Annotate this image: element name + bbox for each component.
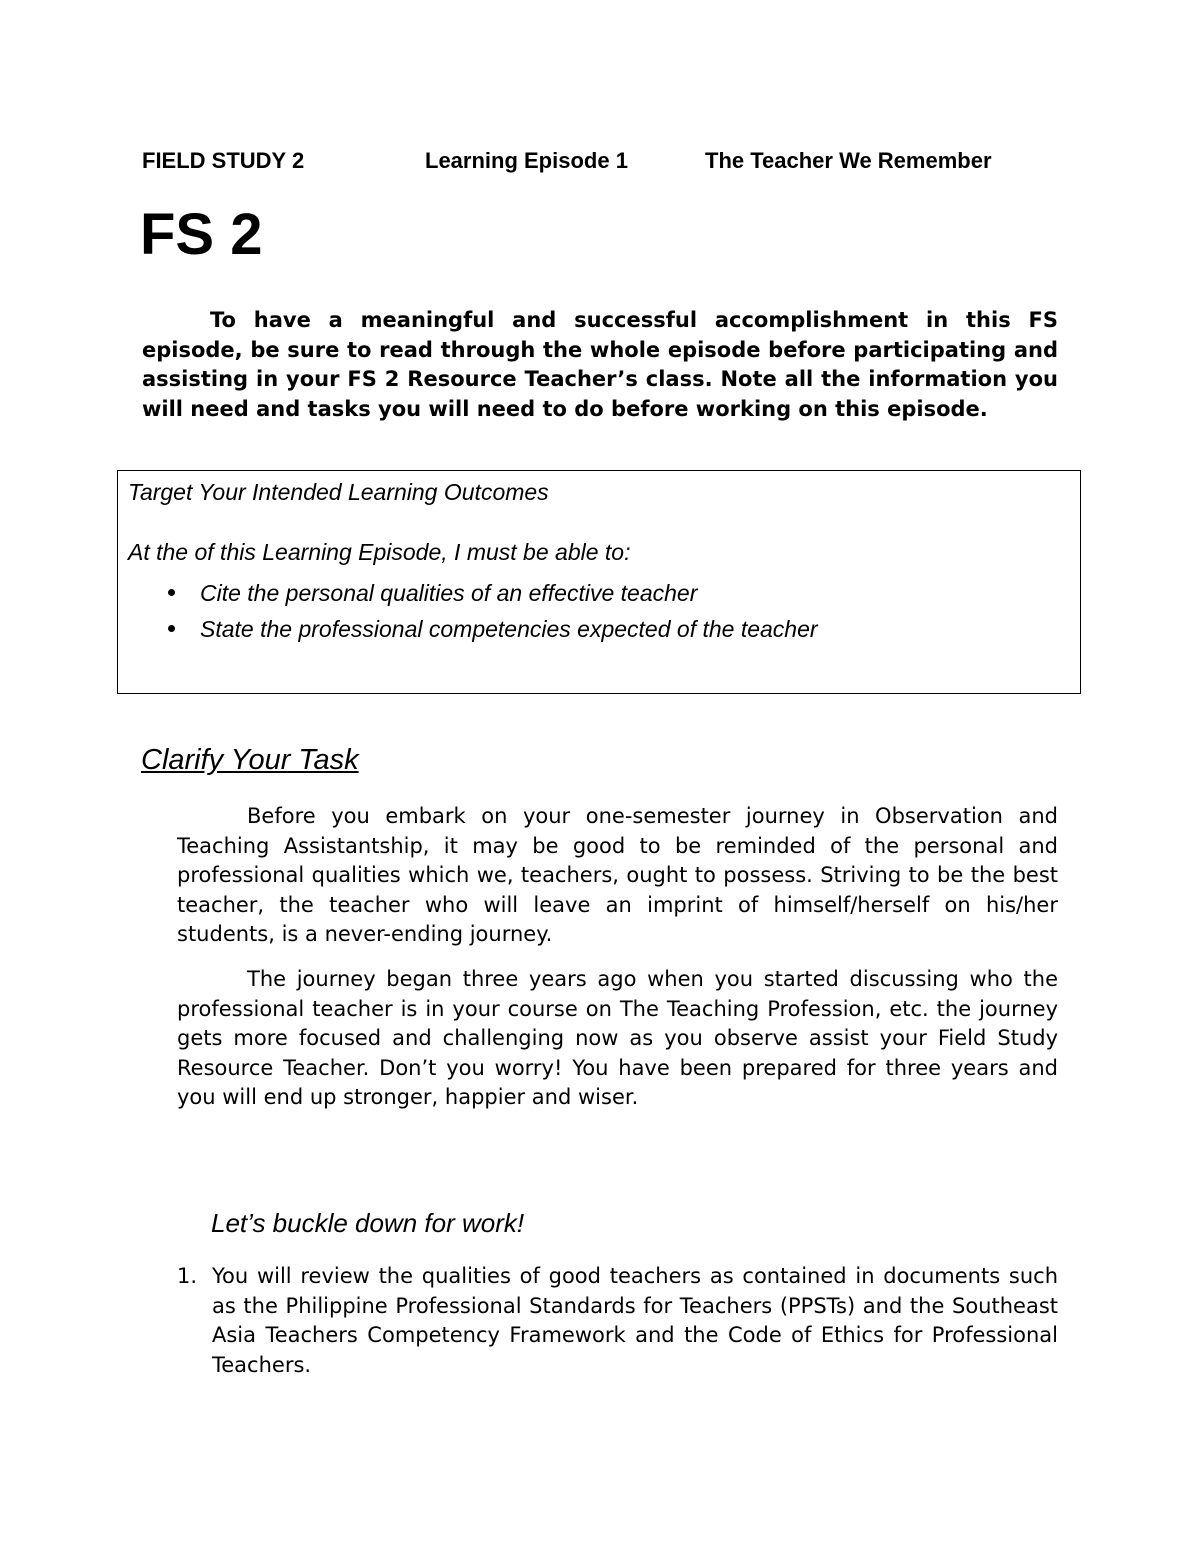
task-list (177, 1262, 1058, 1380)
outcome-text: State the professional competencies expected of the teacher (200, 616, 818, 642)
outcomes-list (164, 575, 818, 647)
task-number: 1. (177, 1264, 198, 1288)
task-text: You will review the qualities of good teachers as contained in documents such as the Philippine Professional Standards for Teachers (PPSTs) and the Southeast Asia Teachers Competency Framework and the Code of Ethics for Professional Teachers. (212, 1264, 1058, 1377)
outcome-item (164, 575, 818, 611)
outcomes-lead: At the of this Learning Episode, I must be able to: (128, 539, 631, 565)
work-heading: Let’s buckle down for work! (211, 1208, 525, 1238)
intro-paragraph: To have a meaningful and successful accomplishment in this FS episode, be sure to read through the whole episode before participating and assisting in your FS 2 Resource Teacher’s class. Note all the information you will need and tasks you will need to do before working on this episode. (142, 308, 1058, 421)
clarify-paragraph: Before you embark on your one-semester journey in Observation and Teaching Assistantship, it may be good to be reminded of the personal and professional qualities which we, teachers, ought to possess. Striving to be the best teacher, the teacher who will leave an imprint of himself/herself on his/her students, is a never-ending journey. (177, 804, 1058, 947)
outcomes-title: Target Your Intended Learning Outcomes (128, 479, 549, 505)
page-header (142, 148, 1102, 182)
header-episode: Learning Episode 1 (425, 148, 628, 173)
clarify-paragraph: The journey began three years ago when you started discussing who the professional teacher is in your course on The Teaching Profession, etc. the journey gets more focused and challenging now as you observe assist your Field Study Resource Teacher. Don’t you worry! You have been prepared for three years and you will end up stronger, happier and wiser. (177, 967, 1058, 1110)
outcome-item (164, 611, 818, 647)
learning-outcomes-box (117, 470, 1081, 694)
bullet-icon (168, 589, 175, 596)
clarify-heading: Clarify Your Task (141, 744, 359, 776)
outcome-text: Cite the personal qualities of an effective teacher (200, 580, 698, 606)
task-item (177, 1262, 1058, 1380)
bullet-icon (168, 625, 175, 632)
header-title: The Teacher We Remember (705, 148, 992, 173)
header-course: FIELD STUDY 2 (142, 148, 305, 173)
fs-label: FS 2 (140, 202, 263, 267)
